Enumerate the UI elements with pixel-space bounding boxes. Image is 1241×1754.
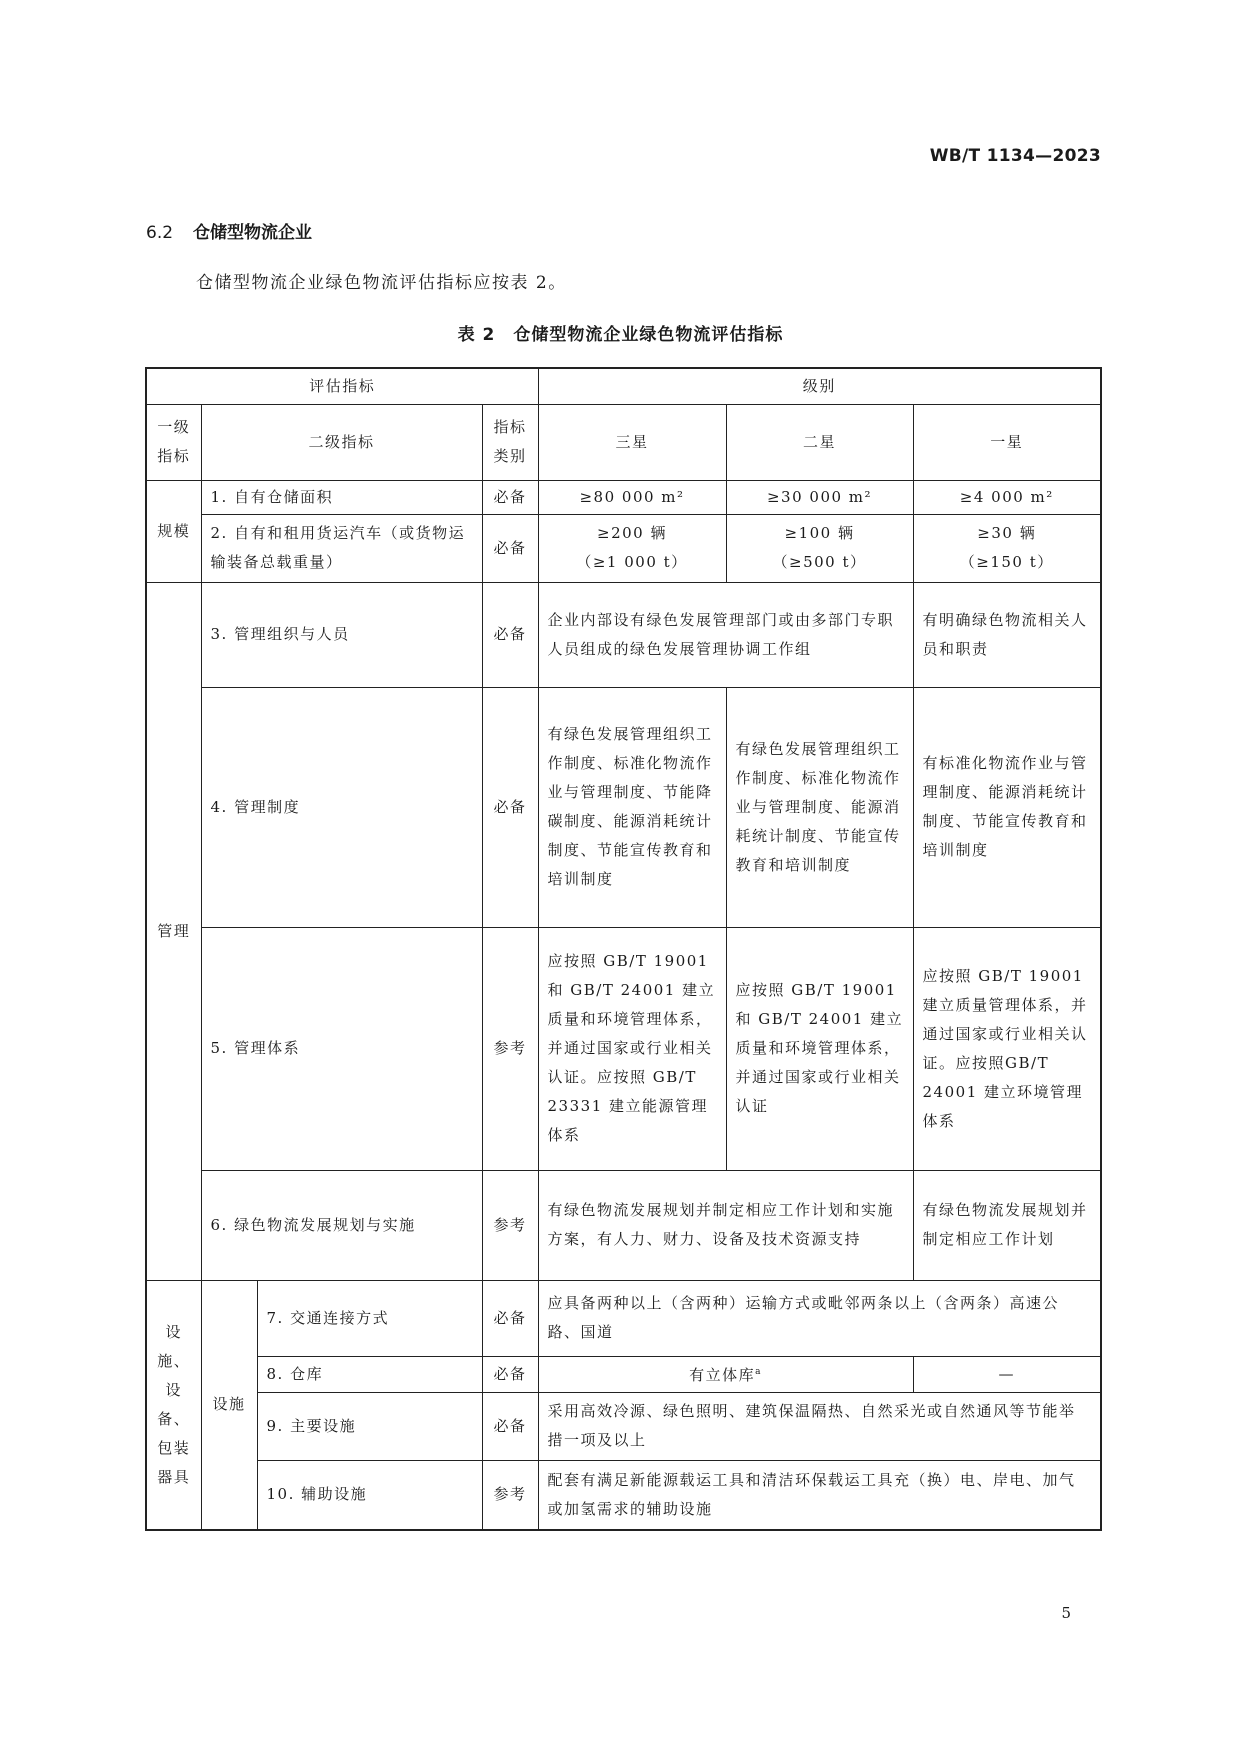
row2-three-weight: （≥1 000 t） xyxy=(576,553,688,571)
row8-three-two xyxy=(538,1356,913,1392)
row4-one: 有标准化物流作业与管理制度、能源消耗统计制度、节能宣传教育和培训制度 xyxy=(913,687,1101,927)
row3-type: 必备 xyxy=(482,582,538,687)
row8-name: 8. 仓库 xyxy=(257,1356,482,1392)
header-second-level: 二级指标 xyxy=(201,404,482,480)
row2-three-count: ≥200 辆 xyxy=(597,524,667,542)
row2-one-count: ≥30 辆 xyxy=(977,524,1037,542)
section-heading xyxy=(146,218,312,243)
row6-three-two: 有绿色物流发展规划并制定相应工作计划和实施方案，有人力、财力、设备及技术资源支持 xyxy=(538,1170,913,1280)
row10-type: 参考 xyxy=(482,1460,538,1530)
section-title: 仓储型物流企业 xyxy=(193,223,313,243)
row1-three: ≥80 000 m² xyxy=(538,480,726,514)
table-row-5 xyxy=(146,927,1101,1170)
row1-name: 1. 自有仓储面积 xyxy=(201,480,482,514)
row6-type: 参考 xyxy=(482,1170,538,1280)
row1-one: ≥4 000 m² xyxy=(913,480,1101,514)
header-one-star: 一星 xyxy=(913,404,1101,480)
table-number: 表 2 xyxy=(457,325,496,345)
row7-type: 必备 xyxy=(482,1280,538,1356)
row9-all: 采用高效冷源、绿色照明、建筑保温隔热、自然采光或自然通风等节能举措一项及以上 xyxy=(538,1392,1101,1460)
row7-all: 应具备两种以上（含两种）运输方式或毗邻两条以上（含两条）高速公路、国道 xyxy=(538,1280,1101,1356)
row10-name: 10. 辅助设施 xyxy=(257,1460,482,1530)
table-row-8 xyxy=(146,1356,1101,1392)
row8-footnote-mark: a xyxy=(755,1367,762,1377)
row5-type: 参考 xyxy=(482,927,538,1170)
standard-code: WB/T 1134—2023 xyxy=(929,146,1101,166)
header-two-star: 二星 xyxy=(726,404,913,480)
table-row-4 xyxy=(146,687,1101,927)
section-number: 6.2 xyxy=(146,223,174,243)
row2-two xyxy=(726,514,913,582)
row4-type: 必备 xyxy=(482,687,538,927)
header-indicator-type: 指标类别 xyxy=(482,404,538,480)
evaluation-table xyxy=(145,367,1102,1531)
row4-two: 有绿色发展管理组织工作制度、标准化物流作业与管理制度、能源消耗统计制度、节能宣传教育和培训制度 xyxy=(726,687,913,927)
row2-one-weight: （≥150 t） xyxy=(959,553,1054,571)
header-level: 级别 xyxy=(538,368,1101,404)
page-number: 5 xyxy=(1061,1604,1071,1622)
row9-name: 9. 主要设施 xyxy=(257,1392,482,1460)
row5-one: 应按照 GB/T 19001建立质量管理体系，并通过国家或行业相关认证。应按照GB/T 24001 建立环境管理体系 xyxy=(913,927,1101,1170)
table-row-2 xyxy=(146,514,1101,582)
intro-paragraph: 仓储型物流企业绿色物流评估指标应按表 2。 xyxy=(196,273,567,293)
row6-one: 有绿色物流发展规划并制定相应工作计划 xyxy=(913,1170,1101,1280)
table-row-6 xyxy=(146,1170,1101,1280)
table-row-1 xyxy=(146,480,1101,514)
row1-type: 必备 xyxy=(482,480,538,514)
row2-two-count: ≥100 辆 xyxy=(784,524,855,542)
row8-type: 必备 xyxy=(482,1356,538,1392)
row10-all: 配套有满足新能源载运工具和清洁环保载运工具充（换）电、岸电、加气或加氢需求的辅助设施 xyxy=(538,1460,1101,1530)
table-row-9 xyxy=(146,1392,1101,1460)
subgroup-facilities: 设施 xyxy=(201,1280,257,1530)
row2-three xyxy=(538,514,726,582)
group-management: 管理 xyxy=(146,582,201,1280)
row4-name: 4. 管理制度 xyxy=(201,687,482,927)
row2-one xyxy=(913,514,1101,582)
row3-one: 有明确绿色物流相关人员和职责 xyxy=(913,582,1101,687)
row2-type: 必备 xyxy=(482,514,538,582)
row5-two: 应按照 GB/T 19001和 GB/T 24001 建立质量和环境管理体系，并通过国家或行业相关认证 xyxy=(726,927,913,1170)
row2-name: 2. 自有和租用货运汽车（或货物运输装备总载重量） xyxy=(201,514,482,582)
row1-two: ≥30 000 m² xyxy=(726,480,913,514)
row9-type: 必备 xyxy=(482,1392,538,1460)
table-row-10 xyxy=(146,1460,1101,1530)
group-scale: 规模 xyxy=(146,480,201,582)
row7-name: 7. 交通连接方式 xyxy=(257,1280,482,1356)
table-row-7 xyxy=(146,1280,1101,1356)
row8-one: — xyxy=(913,1356,1101,1392)
header-first-level: 一级指标 xyxy=(146,404,201,480)
row2-two-weight: （≥500 t） xyxy=(772,553,867,571)
row8-three-two-text: 有立体库 xyxy=(689,1366,756,1384)
header-eval-indicator: 评估指标 xyxy=(146,368,538,404)
row6-name: 6. 绿色物流发展规划与实施 xyxy=(201,1170,482,1280)
row4-three: 有绿色发展管理组织工作制度、标准化物流作业与管理制度、节能降碳制度、能源消耗统计制度、节能宣传教育和培训制度 xyxy=(538,687,726,927)
table-title: 仓储型物流企业绿色物流评估指标 xyxy=(513,325,784,345)
table-row-3 xyxy=(146,582,1101,687)
header-three-star: 三星 xyxy=(538,404,726,480)
table-header-row-2 xyxy=(146,404,1101,480)
table-header-row-1 xyxy=(146,368,1101,404)
row3-name: 3. 管理组织与人员 xyxy=(201,582,482,687)
table-caption xyxy=(0,320,1241,345)
group-facilities: 设施、设备、包装器具 xyxy=(146,1280,201,1530)
row3-three-two: 企业内部设有绿色发展管理部门或由多部门专职人员组成的绿色发展管理协调工作组 xyxy=(538,582,913,687)
row5-three: 应按照 GB/T 19001和 GB/T 24001 建立质量和环境管理体系，并通过国家或行业相关认证。应按照 GB/T 23331 建立能源管理体系 xyxy=(538,927,726,1170)
row5-name: 5. 管理体系 xyxy=(201,927,482,1170)
